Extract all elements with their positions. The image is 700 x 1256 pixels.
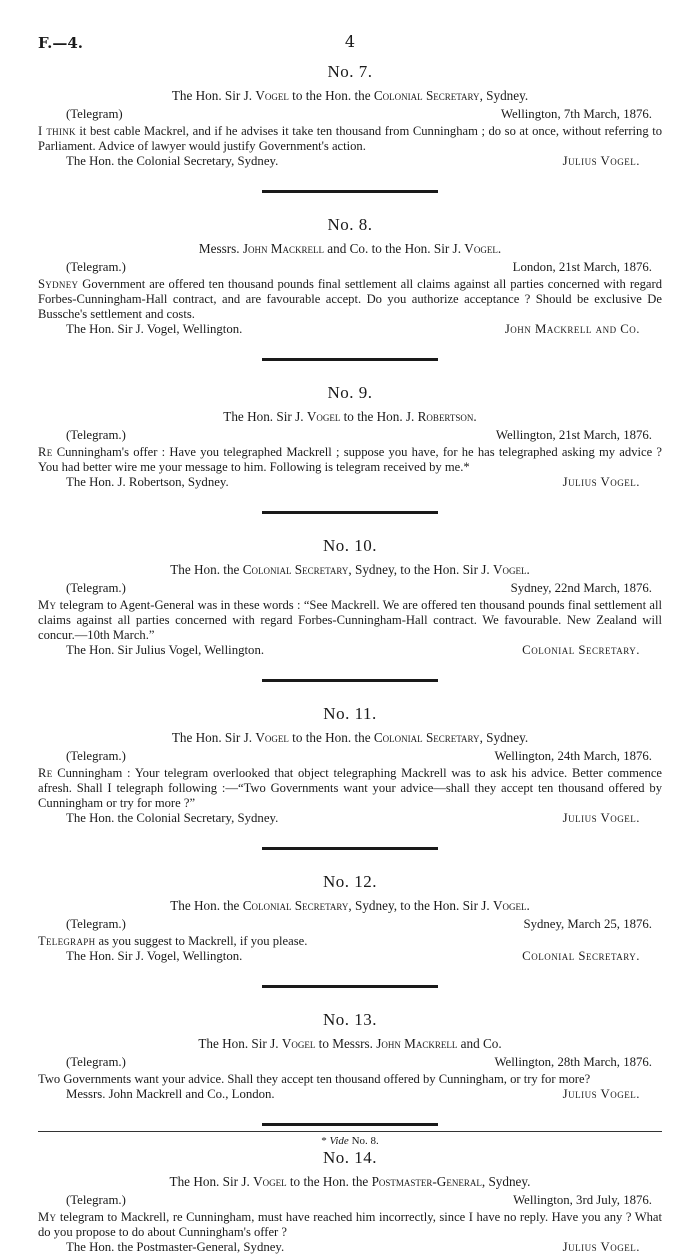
entry-title-part: .: [497, 241, 502, 256]
telegram-entry: [38, 62, 662, 170]
section-divider: [262, 511, 438, 514]
telegram-entry: [38, 215, 662, 338]
entry-title-part: Messrs.: [198, 241, 243, 256]
entry-number: No. 11.: [323, 704, 377, 723]
entry-number: No. 14.: [322, 1148, 378, 1167]
entry-title-part: John Mackrell: [376, 1036, 458, 1051]
section-divider: [262, 679, 438, 682]
entry-medium: (Telegram.): [66, 749, 126, 763]
entry-title: [38, 898, 662, 914]
entry-text: Cunningham : Your telegram overlooked that object telegraphing Mackrell was to ask his advice. Better commence afresh. Shall I telegraph following :—“Two Governments want your advice—shall they accept ten thousand offered by Cunningham or try for more ?”: [38, 766, 662, 810]
section-divider: [262, 190, 438, 193]
entry-body: [38, 445, 662, 475]
entry-title-part: The Hon. the: [170, 898, 243, 913]
entry-title: [38, 241, 662, 257]
entry-body: [38, 766, 662, 811]
entry-lead: Re: [38, 766, 53, 780]
entry-title-part: Vogel: [492, 898, 527, 913]
entry-meta: [38, 749, 662, 765]
entry-place-date: Sydney, March 25, 1876.: [523, 917, 652, 931]
entry-signature: Colonial Secretary.: [522, 643, 640, 657]
entry-title-part: , Sydney.: [479, 88, 529, 103]
entry-signature: John Mackrell and Co.: [504, 322, 640, 336]
entry-medium: (Telegram.): [66, 917, 126, 931]
entry-meta: [38, 1055, 662, 1071]
entry-title: [38, 562, 662, 578]
entry-lead: My: [38, 598, 57, 612]
entry-title: [38, 1174, 662, 1190]
entry-title-part: to the Hon. the: [288, 88, 374, 103]
entry-lead: Sydney: [38, 277, 79, 291]
entry-text: telegram to Mackrell, re Cunningham, must have reached him incorrectly, since I have no reply. Have you any ? What do you propose to do about Cunningham's offer ?: [38, 1210, 662, 1239]
footnote: [0, 1135, 700, 1147]
entry-title-part: , Sydney.: [481, 1174, 531, 1189]
entry-text: Two Governments want your advice. Shall they accept ten thousand offered by Cunningham, or try for more?: [38, 1072, 591, 1086]
entry-title-part: .: [473, 409, 477, 424]
entry-body: [38, 598, 662, 643]
entry-number: No. 10.: [322, 536, 378, 555]
entry-title-part: The Hon. Sir J.: [223, 409, 307, 424]
entry-title-part: .: [526, 562, 530, 577]
entry-signoff: [38, 322, 662, 338]
entry-signature: Julius Vogel.: [562, 1087, 640, 1101]
entry-meta: [38, 917, 662, 933]
entry-meta: [38, 1193, 662, 1209]
telegram-entry: [38, 704, 662, 827]
entry-title: [38, 88, 662, 104]
entry-title-part: and Co. to the Hon. Sir J.: [323, 241, 465, 256]
entry-place-date: Wellington, 21st March, 1876.: [495, 428, 652, 442]
entry-signature: Julius Vogel.: [562, 475, 640, 489]
entry-addressee: The Hon. the Colonial Secretary, Sydney.: [66, 811, 279, 825]
entry-signature: Julius Vogel.: [562, 154, 640, 168]
entry-title-part: Vogel: [464, 241, 498, 256]
entry-title-part: Postmaster-General: [371, 1174, 482, 1189]
entry-meta: [38, 107, 662, 123]
entry-title-part: Robertson: [417, 409, 474, 424]
entry-text: it best cable Mackrel, and if he advises it take ten thousand from Cunningham ; do so at once, without referring to Parliament. Advice of lawyer would justify Government's action.: [38, 124, 663, 153]
entry-title-part: Vogel: [306, 409, 341, 424]
entry-signoff: [38, 643, 662, 659]
entry-title-part: The Hon. Sir J.: [169, 1174, 254, 1189]
entry-title-part: to the Hon. J.: [340, 409, 418, 424]
section-divider: [262, 1123, 438, 1126]
telegram-entry: [38, 1010, 662, 1103]
entry-number: No. 12.: [322, 872, 378, 891]
entry-title-part: Colonial Secretary: [242, 898, 349, 913]
entry-signature: Julius Vogel.: [562, 1240, 640, 1254]
entry-title: [38, 1036, 662, 1052]
entry-title-part: The Hon. Sir J.: [198, 1036, 282, 1051]
telegram-entry: [38, 536, 662, 659]
entry-place-date: Wellington, 28th March, 1876.: [494, 1055, 652, 1069]
footnote-ref: No. 8.: [348, 1135, 379, 1147]
telegram-entry: [38, 1148, 662, 1256]
entry-text: telegram to Agent-General was in these words : “See Mackrell. We are offered ten thousand pounds final settlement all claims against all parties concerned with regard Forbes-Cunningham-Hall contract. We favourable. New Zealand will concur.—10th March.”: [38, 598, 662, 642]
entry-body: [38, 934, 662, 949]
entry-title-part: Vogel: [255, 730, 289, 745]
entry-title-part: , Sydney, to the Hon. Sir J.: [348, 562, 493, 577]
entry-medium: (Telegram.): [66, 1055, 126, 1069]
entry-title-part: to Messrs.: [315, 1036, 377, 1051]
entry-title-part: , Sydney.: [479, 730, 529, 745]
entry-title-part: Colonial Secretary: [373, 88, 480, 103]
section-divider: [262, 985, 438, 988]
entry-medium: (Telegram.): [66, 260, 126, 274]
section-divider: [262, 358, 438, 361]
entry-title-part: and Co.: [457, 1036, 502, 1051]
entry-place-date: Wellington, 3rd July, 1876.: [513, 1193, 652, 1207]
entry-signoff: [38, 811, 662, 827]
entry-meta: [38, 260, 662, 276]
entry-addressee: The Hon. the Colonial Secretary, Sydney.: [66, 154, 279, 168]
entry-signature: Colonial Secretary.: [522, 949, 640, 963]
entry-number: No. 13.: [322, 1010, 378, 1029]
entry-medium: (Telegram.): [66, 428, 126, 442]
entry-title-part: The Hon. Sir J.: [171, 88, 256, 103]
entry-signoff: [38, 1240, 662, 1256]
entry-text: as you suggest to Mackrell, if you please.: [95, 934, 308, 948]
entry-title-part: Colonial Secretary: [242, 562, 349, 577]
entry-body: [38, 124, 662, 154]
entry-title-part: Vogel: [253, 1174, 287, 1189]
entry-title: [38, 409, 662, 425]
entry-addressee: The Hon. Sir Julius Vogel, Wellington.: [66, 643, 265, 657]
entry-text: Government are offered ten thousand pounds final settlement all claims against all parties concerned with regard Forbes-Cunningham-Hall contract, and are favourable accept. Do you authorize acceptance ? Should be exclusive De Bussche's settlement and costs.: [38, 277, 662, 321]
footnote-divider: [38, 1131, 662, 1132]
entry-signature: Julius Vogel.: [562, 811, 640, 825]
entry-number: No. 8.: [327, 215, 373, 234]
entry-lead: Re: [38, 445, 53, 459]
entry-place-date: Wellington, 7th March, 1876.: [500, 107, 652, 121]
entry-signoff: [38, 475, 662, 491]
entry-lead: I think: [38, 124, 76, 138]
telegram-entry: [38, 872, 662, 965]
entry-text: Cunningham's offer : Have you telegraphed Mackrell ; suppose you have, for he has telegraphed asking my advice ? You had better wire me your message to him. Following is telegram received by me.*: [38, 445, 662, 474]
entry-title-part: Vogel: [492, 562, 527, 577]
entry-title-part: .: [526, 898, 530, 913]
footnote-vide: Vide: [329, 1135, 349, 1147]
page-number: 4: [344, 32, 356, 51]
entry-medium: (Telegram.): [66, 581, 126, 595]
entry-medium: (Telegram): [66, 107, 123, 121]
entry-medium: (Telegram.): [66, 1193, 126, 1207]
correspondence-list: [38, 62, 662, 1256]
footnote-mark: *: [321, 1135, 330, 1147]
entry-place-date: Sydney, 22nd March, 1876.: [510, 581, 652, 595]
entry-title-part: Vogel: [255, 88, 289, 103]
entry-meta: [38, 428, 662, 444]
entry-place-date: London, 21st March, 1876.: [512, 260, 652, 274]
entry-body: [38, 277, 662, 322]
telegram-entry: [38, 383, 662, 491]
document-reference: F.—4.: [38, 34, 84, 52]
entry-addressee: The Hon. Sir J. Vogel, Wellington.: [66, 322, 243, 336]
entry-number: No. 7.: [327, 62, 373, 81]
entry-title-part: Vogel: [281, 1036, 316, 1051]
entry-addressee: The Hon. the Postmaster-General, Sydney.: [66, 1240, 285, 1254]
entry-addressee: The Hon. J. Robertson, Sydney.: [66, 475, 229, 489]
entry-addressee: Messrs. John Mackrell and Co., London.: [66, 1087, 275, 1101]
entry-title-part: to the Hon. the: [288, 730, 374, 745]
entry-number: No. 9.: [327, 383, 373, 402]
entry-meta: [38, 581, 662, 597]
entry-title: [38, 730, 662, 746]
entry-lead: My: [38, 1210, 57, 1224]
entry-signoff: [38, 1087, 662, 1103]
entry-signoff: [38, 154, 662, 170]
entry-body: [38, 1072, 662, 1087]
entry-body: [38, 1210, 662, 1240]
entry-title-part: Colonial Secretary: [373, 730, 480, 745]
section-divider: [262, 847, 438, 850]
entry-title-part: to the Hon. the: [286, 1174, 372, 1189]
entry-title-part: The Hon. the: [170, 562, 243, 577]
entry-title-part: The Hon. Sir J.: [171, 730, 256, 745]
entry-title-part: , Sydney, to the Hon. Sir J.: [348, 898, 493, 913]
entry-addressee: The Hon. Sir J. Vogel, Wellington.: [66, 949, 243, 963]
entry-lead: Telegraph: [38, 934, 96, 948]
entry-place-date: Wellington, 24th March, 1876.: [494, 749, 652, 763]
entry-title-part: John Mackrell: [242, 241, 324, 256]
entry-signoff: [38, 949, 662, 965]
